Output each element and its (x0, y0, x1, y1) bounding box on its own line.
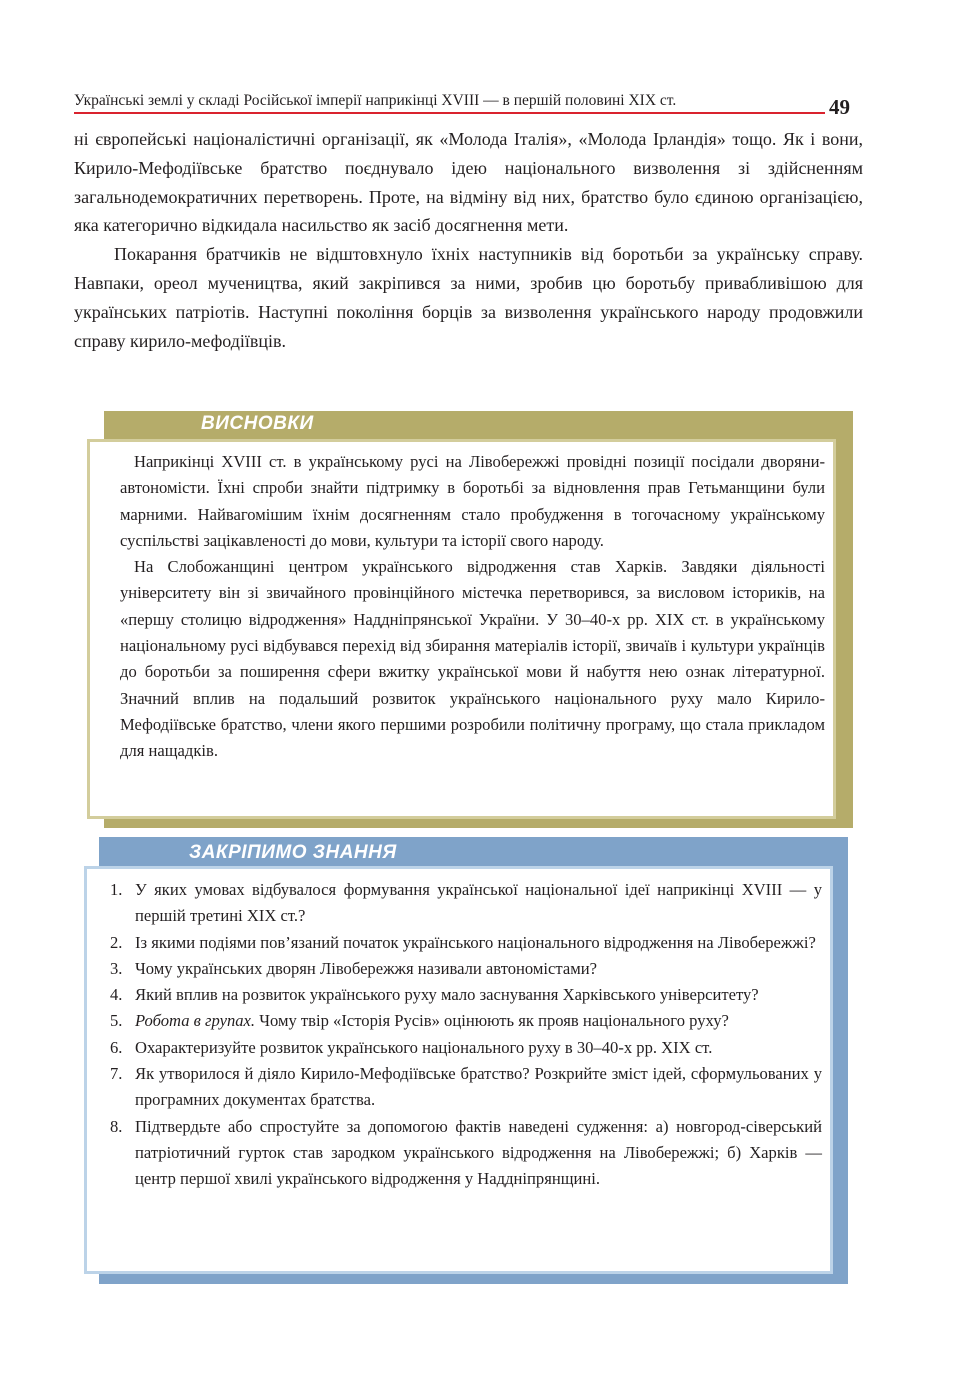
question-emphasis: Робота в групах. (135, 1011, 256, 1031)
review-question (110, 1008, 822, 1034)
main-text (74, 125, 863, 355)
review-box (84, 866, 833, 1274)
conclusion-paragraph: Наприкінці XVIII ст. в українському русі на Лівобережжі провідні позиції посідали дворяни-автономісти. Їхні спроби знайти підтримку в боротьбі за відновлення прав Гетьманщини були марними. Найвагомішим їхнім досягненням стало пробудження в тогочасному українському суспільстві зацікавленості до мови, культури та історії свого народу. (120, 452, 825, 550)
question-text: Чому твір «Історія Русів» оцінюють як прояв національного руху? (255, 1011, 729, 1031)
conclusions-title: ВИСНОВКИ (201, 413, 314, 434)
paragraph: ні європейські націоналістичні організації, як «Молода Італія», «Молода Ірландія» тощо. Як і вони, Кирило-Мефодіївське братство поєднувало ідею національного визволення зі здійсненням загальнодемократичних перетворень. Проте, на відміну від них, братство було єдиною організацією, яка категорично відкидала насильство як засіб досягнення мети. (74, 129, 863, 236)
question-number: 6. (110, 1037, 123, 1057)
question-text: У яких умовах відбувалося формування української національної ідеї наприкінці XVIII — у першій третині XIX ст.? (135, 880, 822, 926)
conclusions-box (87, 439, 836, 819)
review-title: ЗАКРІПИМО ЗНАННЯ (189, 842, 397, 863)
review-question (110, 982, 822, 1008)
paragraph: Покарання братчиків не відштовхнуло їхніх наступників від боротьби за українську справу. Навпаки, ореол мучеництва, який закріпився за ними, зробив цю боротьбу привабливішою для українських патріотів. Наступні покоління борців за визволення українського народу продовжили справу кирило-мефодіївців. (74, 244, 863, 351)
question-text: Охарактеризуйте розвиток українського національного руху в 30–40-х рр. XIX ст. (135, 1037, 713, 1057)
review-question (110, 930, 822, 956)
review-question (110, 1114, 822, 1193)
review-question (110, 877, 822, 930)
question-text: Який вплив на розвиток українського руху мало заснування Харківського університету? (135, 985, 759, 1005)
review-question (110, 1035, 822, 1061)
question-number: 1. (110, 880, 123, 899)
question-number: 3. (110, 958, 123, 978)
running-header: Українські землі у складі Російської імперії наприкінці XVIII — в першій половині XIX ст. (74, 91, 825, 114)
review-question (110, 956, 822, 982)
conclusion-paragraph: На Слобожанщині центром українського відродження став Харків. Завдяки діяльності університету він зі звичайного провінційного містечка перетворився, за висловом істориків, на «першу столицю відродження» Наддніпрянської України. У 30–40-х рр. XIX ст. в українському національному русі відбувався перехід від збирання матеріалів історії, звичаїв і культури українців до боротьби за поширення сфери вжитку української мови й набуття нею ознак літературної. Значний вплив на подальший розвиток українського національного руху мало Кирило-Мефодіївське братство, члени якого першими розробили політичну програму, що стала прикладом для нащадків. (120, 557, 825, 761)
question-number: 5. (110, 1011, 123, 1031)
review-question-list (110, 877, 822, 1193)
question-number: 2. (110, 932, 123, 952)
page-number: 49 (829, 95, 850, 119)
question-text: Із якими подіями пов’язаний початок українського національного відродження на Лівобережжі? (135, 932, 816, 952)
question-text: Як утворилося й діяло Кирило-Мефодіївське братство? Розкрийте зміст ідей, сформульованих у програмних документах братства. (135, 1064, 822, 1110)
review-question (110, 1061, 822, 1114)
question-number: 7. (110, 1064, 123, 1084)
question-number: 8. (110, 1116, 123, 1136)
question-text: Чому українських дворян Лівобережжя називали автономістами? (135, 958, 597, 978)
question-text: Підтвердьте або спростуйте за допомогою фактів наведені судження: а) новгород-сіверський патріотичний гурток став зародком українського відродження на Лівобережжі; б) Харків — центр першої хвилі українського відродження у Наддніпрянщині. (135, 1116, 822, 1189)
question-number: 4. (110, 985, 123, 1005)
